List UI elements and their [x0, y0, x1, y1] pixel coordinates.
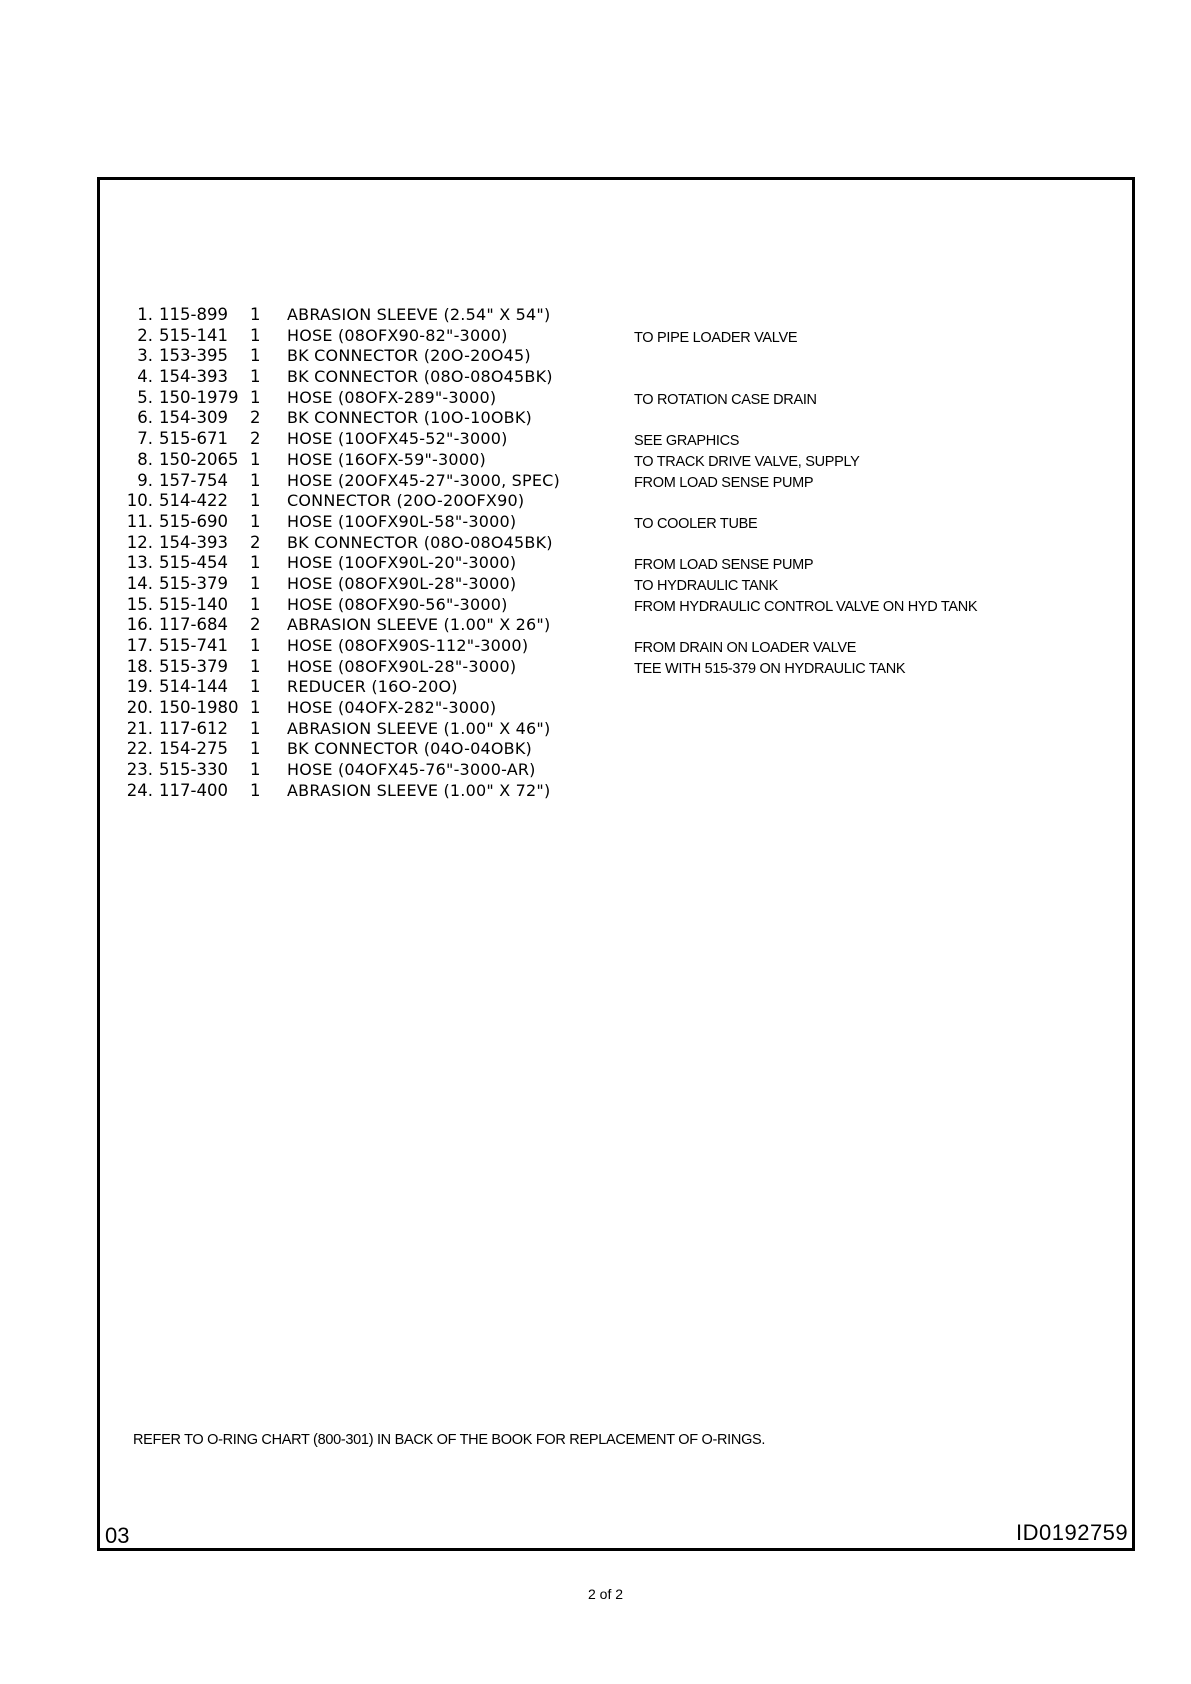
page-number: 2 of 2 — [587, 1586, 624, 1602]
description: ABRASION SLEEVE (1.00" X 72") — [287, 780, 551, 800]
part-number: 514-422 — [159, 491, 228, 511]
quantity: 1 — [250, 346, 261, 366]
quantity: 1 — [250, 739, 261, 759]
revision-code: 03 — [105, 1523, 130, 1548]
quantity: 1 — [250, 325, 261, 345]
note: TO ROTATION CASE DRAIN — [634, 391, 817, 408]
quantity: 2 — [250, 429, 261, 449]
item-number: 4. — [137, 367, 153, 387]
item-number: 15. — [126, 594, 153, 614]
part-number: 117-612 — [159, 718, 228, 738]
part-number: 154-309 — [159, 408, 228, 428]
quantity: 1 — [250, 780, 261, 800]
quantity: 1 — [250, 698, 261, 718]
part-number: 154-393 — [159, 532, 228, 552]
part-number: 117-684 — [159, 615, 228, 635]
description: BK CONNECTOR (10O-10OBK) — [287, 408, 532, 428]
description: HOSE (08OFX90L-28"-3000) — [287, 656, 517, 676]
note: FROM LOAD SENSE PUMP — [634, 557, 814, 574]
part-number: 515-330 — [159, 760, 228, 780]
item-number: 11. — [126, 511, 153, 531]
item-number: 3. — [137, 346, 153, 366]
item-number: 23. — [126, 760, 153, 780]
quantity: 1 — [250, 656, 261, 676]
item-number: 10. — [126, 491, 153, 511]
note: FROM LOAD SENSE PUMP — [634, 474, 814, 491]
description: BK CONNECTOR (20O-20O45) — [287, 346, 531, 366]
note: FROM HYDRAULIC CONTROL VALVE ON HYD TANK — [634, 598, 978, 615]
quantity: 2 — [250, 408, 261, 428]
quantity: 1 — [250, 760, 261, 780]
part-number: 154-393 — [159, 367, 228, 387]
description: ABRASION SLEEVE (1.00" X 26") — [287, 615, 551, 635]
quantity: 2 — [250, 615, 261, 635]
description: HOSE (10OFX90L-20"-3000) — [287, 553, 517, 573]
part-number: 153-395 — [159, 346, 228, 366]
part-number: 150-1979 — [159, 387, 239, 407]
description: HOSE (10OFX45-52"-3000) — [287, 429, 508, 449]
description: HOSE (16OFX-59"-3000) — [287, 449, 486, 469]
item-number: 1. — [137, 305, 153, 324]
description: HOSE (04OFX45-76"-3000-AR) — [287, 760, 536, 780]
item-number: 6. — [137, 408, 153, 428]
part-number: 515-140 — [159, 594, 228, 614]
item-number: 14. — [126, 573, 153, 593]
note: FROM DRAIN ON LOADER VALVE — [634, 640, 857, 656]
description: HOSE (08OFX90-56"-3000) — [287, 594, 508, 614]
part-number: 514-144 — [159, 677, 228, 697]
quantity: 1 — [250, 387, 261, 407]
description: HOSE (08OFX90-82"-3000) — [287, 325, 508, 345]
part-number: 515-690 — [159, 511, 228, 531]
part-number: 115-899 — [159, 305, 228, 324]
part-number: 150-2065 — [159, 449, 239, 469]
item-number: 20. — [126, 698, 153, 718]
description: ABRASION SLEEVE (1.00" X 46") — [287, 718, 551, 738]
part-number: 515-379 — [159, 573, 228, 593]
quantity: 1 — [250, 677, 261, 697]
note: TO HYDRAULIC TANK — [634, 577, 778, 594]
part-number: 515-741 — [159, 636, 228, 655]
footnote: REFER TO O-RING CHART (800-301) IN BACK OF THE BOOK FOR REPLACEMENT OF O-RINGS. — [133, 1432, 766, 1448]
item-number: 17. — [126, 636, 153, 655]
item-number: 21. — [126, 718, 153, 738]
quantity: 1 — [250, 718, 261, 738]
item-number: 24. — [126, 780, 153, 800]
description: BK CONNECTOR (04O-04OBK) — [287, 739, 532, 759]
note: TO PIPE LOADER VALVE — [634, 329, 798, 346]
item-number: 8. — [137, 449, 153, 469]
note: TEE WITH 515-379 ON HYDRAULIC TANK — [634, 660, 906, 677]
quantity: 1 — [250, 305, 261, 324]
description: BK CONNECTOR (08O-08O45BK) — [287, 532, 553, 552]
quantity: 1 — [250, 491, 261, 511]
description: HOSE (08OFX90L-28"-3000) — [287, 573, 517, 593]
part-number: 157-754 — [159, 470, 228, 490]
quantity: 1 — [250, 594, 261, 614]
note: SEE GRAPHICS — [634, 433, 740, 450]
item-number: 12. — [126, 532, 153, 552]
item-number: 13. — [126, 553, 153, 573]
item-number: 9. — [137, 470, 153, 490]
description: ABRASION SLEEVE (2.54" X 54") — [287, 305, 551, 324]
description: HOSE (20OFX45-27"-3000, SPEC) — [287, 470, 560, 490]
description: HOSE (08OFX-289"-3000) — [287, 387, 497, 407]
note: TO TRACK DRIVE VALVE, SUPPLY — [634, 453, 860, 470]
part-number: 515-141 — [159, 325, 228, 345]
part-number: 515-379 — [159, 656, 228, 676]
quantity: 1 — [250, 511, 261, 531]
part-number: 117-400 — [159, 780, 228, 800]
item-number: 2. — [137, 325, 153, 345]
description: REDUCER (16O-20O) — [287, 677, 458, 697]
quantity: 1 — [250, 367, 261, 387]
quantity: 1 — [250, 573, 261, 593]
item-number: 5. — [137, 387, 153, 407]
description: BK CONNECTOR (08O-08O45BK) — [287, 367, 553, 387]
description: HOSE (10OFX90L-58"-3000) — [287, 511, 517, 531]
part-number: 515-671 — [159, 429, 228, 449]
part-number: 154-275 — [159, 739, 228, 759]
item-number: 18. — [126, 656, 153, 676]
item-number: 22. — [126, 739, 153, 759]
quantity: 1 — [250, 553, 261, 573]
quantity: 2 — [250, 532, 261, 552]
quantity: 1 — [250, 449, 261, 469]
quantity: 1 — [250, 636, 261, 655]
item-number: 7. — [137, 429, 153, 449]
quantity: 1 — [250, 470, 261, 490]
part-number: 150-1980 — [159, 698, 239, 718]
description: CONNECTOR (20O-20OFX90) — [287, 491, 525, 511]
part-number: 515-454 — [159, 553, 228, 573]
item-number: 16. — [126, 615, 153, 635]
note: TO COOLER TUBE — [634, 515, 758, 532]
description: HOSE (04OFX-282"-3000) — [287, 698, 497, 718]
item-number: 19. — [126, 677, 153, 697]
description: HOSE (08OFX90S-112"-3000) — [287, 636, 529, 655]
drawing-id: ID0192759 — [1016, 1520, 1129, 1545]
